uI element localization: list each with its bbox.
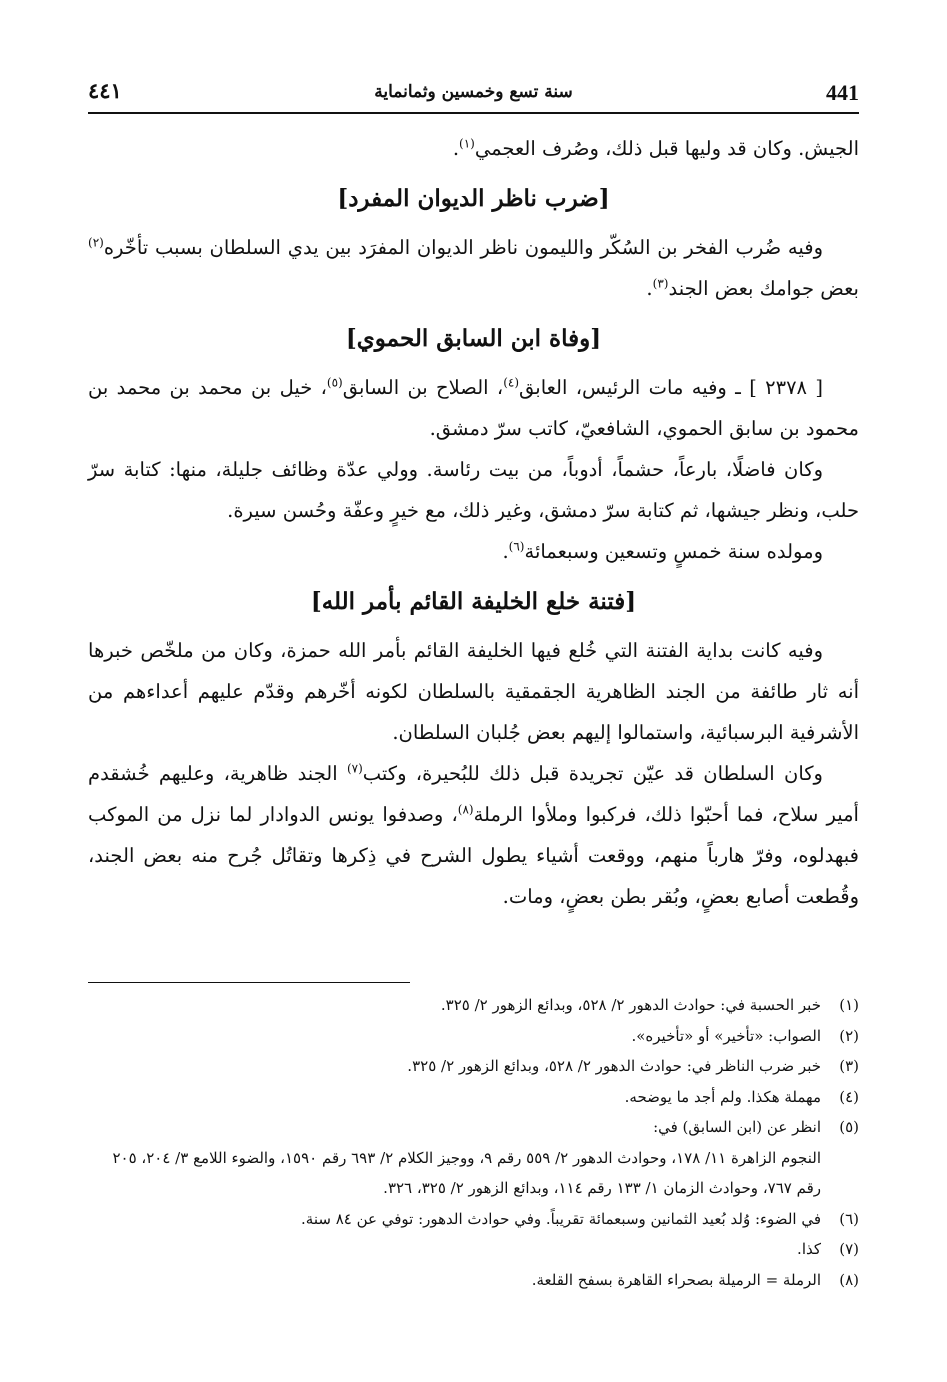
text-run: ، خيل بن محمد بن محمد بن محمود بن سابق الحموي، الشافعيّ، كاتب سرّ دمشق.: [88, 376, 859, 440]
page-number-arabic: ٤٤١: [88, 78, 122, 103]
text-run: وفيه ضُرب الفخر بن السُكّر والليمون ناظر الديوان المفرَد بين يدي السلطان بسبب تأخّره: [103, 236, 823, 259]
text-run: بعض جوامك بعض الجند: [668, 277, 859, 300]
footnote-ref: (١): [459, 136, 475, 151]
footnote-text: [88, 1234, 821, 1265]
page-header: [88, 72, 859, 114]
footnote: [88, 1082, 859, 1113]
footnote: [88, 1112, 859, 1204]
footnote-ref: (٣): [652, 276, 669, 291]
text-run: وكان السلطان قد عيّن تجريدة قبل ذلك للبُحيرة، وكتب: [362, 762, 823, 785]
footnote-text: [88, 990, 821, 1021]
text-run: الجيش. وكان قد وليها قبل ذلك، وصُرف العجمي: [474, 137, 859, 160]
text-run: .: [646, 277, 653, 300]
text-run: .: [502, 540, 509, 563]
footnote-number: (٤): [839, 1087, 859, 1106]
footnote-number: (٧): [839, 1240, 859, 1258]
footnote: [88, 990, 859, 1021]
section-heading: [وفاة ابن السابق الحموي]: [345, 325, 602, 352]
footnote-ref: (٢): [88, 235, 104, 250]
footnote-text: [88, 1051, 821, 1082]
footnote-number: (٣): [839, 1057, 859, 1075]
page-number-latin: 441: [826, 80, 859, 105]
text-run: .: [452, 137, 460, 160]
paragraph: [88, 753, 859, 917]
footnote-line: انظر عن (ابن السابق) في:: [653, 1118, 821, 1136]
footnote-line: خبر الحسبة في: حوادث الدهور ٢/ ٥٢٨، وبدائع الزهور ٢/ ٣٢٥.: [440, 996, 821, 1014]
footnotes: [88, 990, 859, 1295]
footnote: [88, 1265, 859, 1296]
paragraph: [88, 227, 859, 309]
footnote-line: الصواب: «تأخير» أو «تأخيره».: [631, 1026, 821, 1045]
section-heading: [ضرب ناظر الديوان المفرد]: [337, 185, 610, 212]
footnote-number: (٢): [839, 1026, 859, 1045]
paragraph: [88, 128, 859, 169]
footnote-number: (٦): [839, 1209, 859, 1228]
text-run: ، الصلاح بن السابق: [342, 376, 504, 399]
footnote: [88, 1204, 859, 1235]
paragraph: [88, 531, 859, 572]
footnote-ref: (٨): [457, 802, 474, 817]
footnote-text: [88, 1204, 821, 1235]
paragraph: وفيه كانت بداية الفتنة التي خُلع فيها الخليفة القائم بأمر الله حمزة، وكان من ملخّص خبرها أنه ثار طائفة من الجند الظاهرية الجقمقية بالسلطان لكونه أخّرهم وقدّم عليهم أعداءهم من الأشرفية البرسبائية، واستمالوا إليهم بعض جُلبان السلطان.: [88, 639, 859, 744]
footnote-number: (٨): [839, 1270, 859, 1289]
text-run: ، وصدفوا يونس الدوادار لما نزل من الموكب فبهدلوه، وفرّ هارباً منهم، ووقعت أشياء يطول الشرح في ذِكرها وتقاتُل جُرح منه بعض الجند، وقُطعت أصابع بعضٍ، وبُقر بطن بعضٍ، ومات.: [88, 803, 859, 908]
paragraph: وكان فاضلًا، بارعاً، حشماً، أدوباً، من بيت رئاسة. وولي عدّة وظائف جليلة، منها: كتابة سرّ حلب، ونظر جيشها، ثم كتابة سرّ دمشق، وغير ذلك، مع خيرٍ وعفّة وحُسن سيرة.: [88, 458, 859, 522]
footnote: [88, 1021, 859, 1052]
footnote-text: [88, 1021, 821, 1052]
running-title: سنة تسع وخمسين وثمانماية: [374, 82, 573, 102]
footnote-number: (١): [839, 996, 859, 1014]
paragraph: [88, 367, 859, 449]
text-run: ومولده سنة خمسٍ وتسعين وسبعمائة: [524, 540, 823, 563]
footnote: [88, 1051, 859, 1082]
footnote-line: النجوم الزاهرة ١١/ ١٧٨، وحوادث الدهور ٢/ ٥٥٩ رقم ٩، ووجيز الكلام ٢/ ٦٩٣ رقم ١٥٩٠، والضوء اللامع ٣/ ٢٠٤، ٢٠٥ رقم ٧٦٧، وحوادث الزمان ١/ ١٣٣ رقم ١١٤، وبدائع الزهور ٢/ ٣٢٥، ٣٢٦.: [112, 1148, 821, 1197]
footnote: [88, 1234, 859, 1265]
footnote-divider: [88, 982, 410, 983]
footnote-text: [88, 1082, 821, 1113]
footnote-line: الرملة = الرميلة بصحراء القاهرة بسفح القلعة.: [531, 1270, 821, 1289]
footnote-text: [88, 1112, 821, 1204]
footnote-line: كذا.: [797, 1240, 821, 1258]
section-heading: [فتنة خلع الخليفة القائم بأمر الله]: [310, 588, 637, 615]
footnote-line: خبر ضرب الناظر في: حوادث الدهور ٢/ ٥٢٨، وبدائع الزهور ٢/ ٣٢٥.: [407, 1057, 821, 1075]
footnote-text: [88, 1265, 821, 1296]
text-run: [ ٢٣٧٨ ] ـ وفيه مات الرئيس، العابق: [519, 376, 823, 399]
footnote-ref: (٦): [508, 539, 525, 554]
text-run: الجند ظاهرية، وعليهم خُشقدم أمير سلاح، فما أحبّوا ذلك، فركبوا وملأوا الرملة: [88, 762, 859, 826]
footnote-ref: (٧): [346, 761, 363, 776]
footnote-number: (٥): [839, 1118, 859, 1136]
book-page: [88, 0, 859, 1382]
main-text: [88, 128, 859, 917]
footnote-line: مهملة هكذا. ولم أجد ما يوضحه.: [624, 1087, 821, 1106]
footnote-ref: (٤): [503, 375, 520, 390]
footnote-ref: (٥): [326, 375, 343, 390]
footnote-line: في الضوء: وُلد بُعيد الثمانين وسبعمائة تقريباً. وفي حوادث الدهور: توفي عن ٨٤ سنة.: [301, 1209, 821, 1228]
